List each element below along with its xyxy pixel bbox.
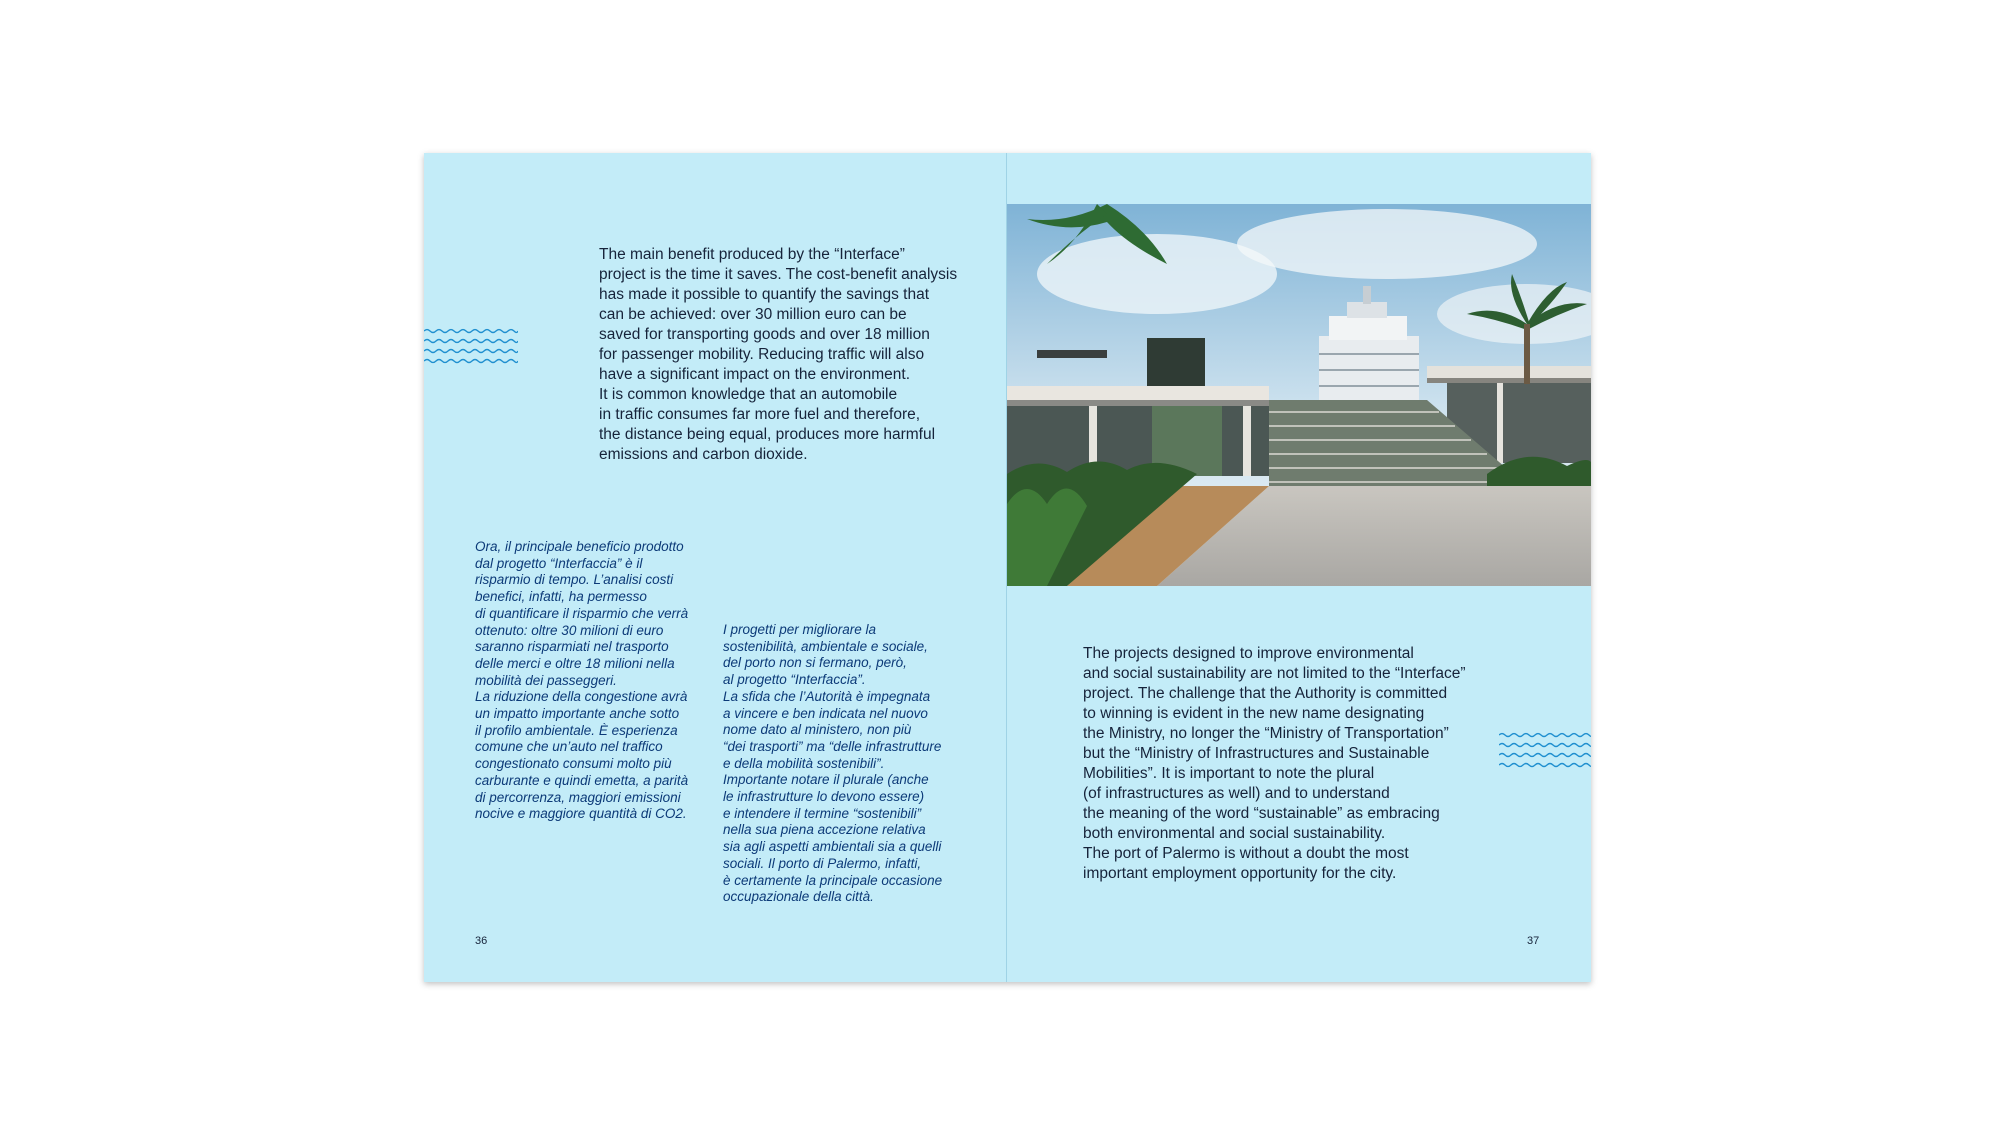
left-page xyxy=(424,153,1006,982)
port-terminal-photo xyxy=(1007,204,1591,586)
page-number-right: 37 xyxy=(1527,935,1540,947)
italian-column-2: I progetti per migliorare la sostenibilità, ambientale e sociale, del porto non si fermano, però, al progetto “Interfaccia”. La sfida che l’Autorità è impegnata a vincere e ben indicata nel nuovo nome dato al ministero, non più “dei trasporti” ma “delle infrastrutture e della mobilità sostenibili”. Importante notare il plurale (anche le infrastrutture lo devono essere) e intendere il termine “sostenibili” nella sua piena accezione relativa sia agli aspetti ambientali sia a quelli sociali. Il porto di Palermo, infatti, è certamente la principale occasione occupazionale della città. xyxy=(723,622,943,905)
brochure-spread xyxy=(424,153,1591,982)
wave-decoration-right xyxy=(1499,731,1591,771)
italian-column-1: Ora, il principale beneficio prodotto dal progetto “Interfaccia” è il risparmio di tempo. L’analisi costi benefici, infatti, ha permesso di quantificare il risparmio che verrà ottenuto: oltre 30 milioni di euro saranno risparmiati nel trasporto delle merci e oltre 18 milioni nella mobilità dei passeggeri. La riduzione della congestione avrà un impatto importante anche sotto il profilo ambientale. È esperienza comune che un’auto nel traffico congestionato consumi molto più carburante e quindi emetta, a parità di percorrenza, maggiori emissioni nocive e maggiore quantità di CO2. xyxy=(475,539,689,822)
wave-decoration-left xyxy=(424,327,518,367)
english-body-text: The main benefit produced by the “Interface” project is the time it saves. The cost-benefit analysis has made it possible to quantify the savings that can be achieved: over 30 million euro can be saved for transporting goods and over 18 million for passenger mobility. Reducing traffic will also have a significant impact on the environment. It is common knowledge that an automobile in traffic consumes far more fuel and therefore, the distance being equal, produces more harmful emissions and carbon dioxide. xyxy=(599,246,958,463)
english-body-text-right: The projects designed to improve environmental and social sustainability are not limited to the “Interface” project. The challenge that the Authority is committed to winning is evident in the new name designating the Ministry, no longer the “Ministry of Transportation” but the “Ministry of Infrastructures and Sustainable Mobilities”. It is important to note the plural (of infrastructures as well) and to understand the meaning of the word “sustainable” as embracing both environmental and social sustainability. The port of Palermo is without a doubt the most important employment opportunity for the city. xyxy=(1083,645,1466,882)
right-page xyxy=(1006,153,1591,982)
page-number-left: 36 xyxy=(475,935,488,947)
